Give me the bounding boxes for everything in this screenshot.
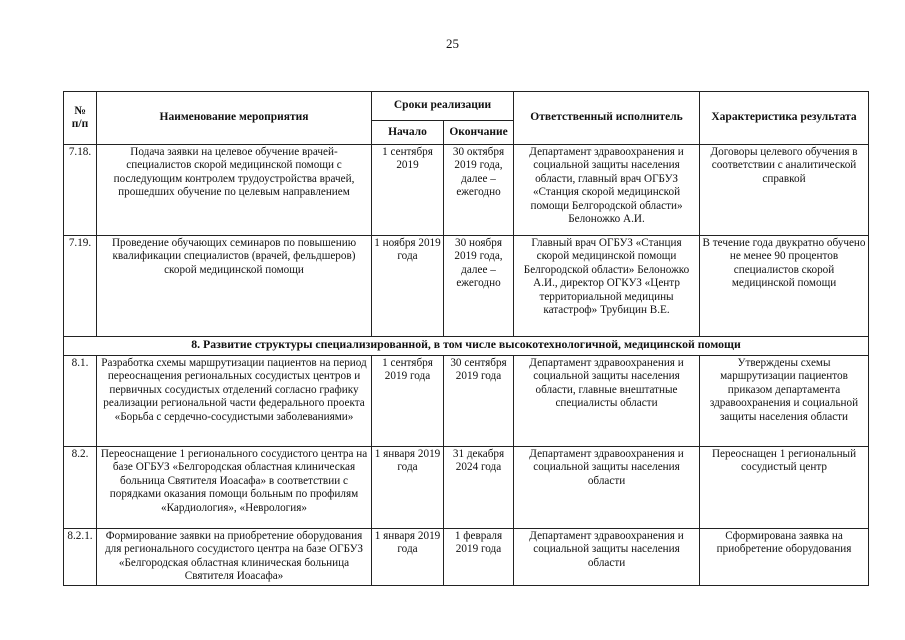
table-row [64,236,869,337]
table-row [64,447,869,529]
row-num: 8.2.1. [64,529,97,586]
header-end: Окончание [444,121,514,145]
row-name: Проведение обучающих семинаров по повышению квалификации специалистов (врачей, фельдшеров) скорой медицинской помощи [97,236,372,337]
row-responsible: Департамент здравоохранения и социальной защиты населения области, главные внештатные специалисты области [514,356,700,447]
row-responsible: Департамент здравоохранения и социальной защиты населения области, главный врач ОГБУЗ «Станция скорой медицинской помощи Белгородской области» Белоножко А.И. [514,145,700,236]
row-start: 1 января 2019 года [372,447,444,529]
section-title: 8. Развитие структуры специализированной, в том числе высокотехнологичной, медицинской помощи [64,337,869,356]
row-result: Утверждены схемы маршрутизации пациентов приказом департамента здравоохранения и социальной защиты населения области [700,356,869,447]
table-row [64,145,869,236]
row-end: 30 октября 2019 года, далее – ежегодно [444,145,514,236]
header-result: Характеристика результата [700,92,869,145]
row-num: 8.1. [64,356,97,447]
row-name: Формирование заявки на приобретение оборудования для регионального сосудистого центра на базе ОГБУЗ «Белгородская областная клиническая больница Святителя Иоасафа» [97,529,372,586]
row-num: 7.18. [64,145,97,236]
header-responsible: Ответственный исполнитель [514,92,700,145]
row-start: 1 сентября 2019 [372,145,444,236]
table-row [64,356,869,447]
row-end: 1 февраля 2019 года [444,529,514,586]
row-start: 1 ноября 2019 года [372,236,444,337]
row-start: 1 января 2019 года [372,529,444,586]
row-start: 1 сентября 2019 года [372,356,444,447]
row-num: 7.19. [64,236,97,337]
row-end: 31 декабря 2024 года [444,447,514,529]
row-result: Договоры целевого обучения в соответствии с аналитической справкой [700,145,869,236]
header-num: № п/п [64,92,97,145]
section-row [64,337,869,356]
row-result: В течение года двукратно обучено не менее 90 процентов специалистов скорой медицинской помощи [700,236,869,337]
events-table [63,91,869,586]
row-result: Переоснащен 1 региональный сосудистый центр [700,447,869,529]
row-name: Разработка схемы маршрутизации пациентов на период переоснащения региональных сосудистых центров и первичных сосудистых отделений согласно графику реализации региональной части федерального проекта «Борьба с сердечно-сосудистыми заболеваниями» [97,356,372,447]
row-responsible: Департамент здравоохранения и социальной защиты населения области [514,529,700,586]
row-name: Переоснащение 1 регионального сосудистого центра на базе ОГБУЗ «Белгородская областная клиническая больница Святителя Иоасафа» в соответствии с порядками оказания помощи больным по профилям «Кардиология», «Неврология» [97,447,372,529]
row-name: Подача заявки на целевое обучение врачей-специалистов скорой медицинской помощи с последующим контролем трудоустройства врачей, прошедших обучение по целевым направлением [97,145,372,236]
row-end: 30 сентября 2019 года [444,356,514,447]
row-num: 8.2. [64,447,97,529]
row-responsible: Главный врач ОГБУЗ «Станция скорой медицинской помощи Белгородской области» Белоножко А.И., директор ОГКУЗ «Центр территориальной медицины катастроф» Трубицин В.Е. [514,236,700,337]
header-start: Начало [372,121,444,145]
row-end: 30 ноября 2019 года, далее – ежегодно [444,236,514,337]
page-number: 25 [446,36,459,51]
table-row [64,529,869,586]
row-result: Сформирована заявка на приобретение оборудования [700,529,869,586]
header-name: Наименование мероприятия [97,92,372,145]
header-terms: Сроки реализации [372,92,514,121]
row-responsible: Департамент здравоохранения и социальной защиты населения области [514,447,700,529]
table-header-row [64,92,869,121]
